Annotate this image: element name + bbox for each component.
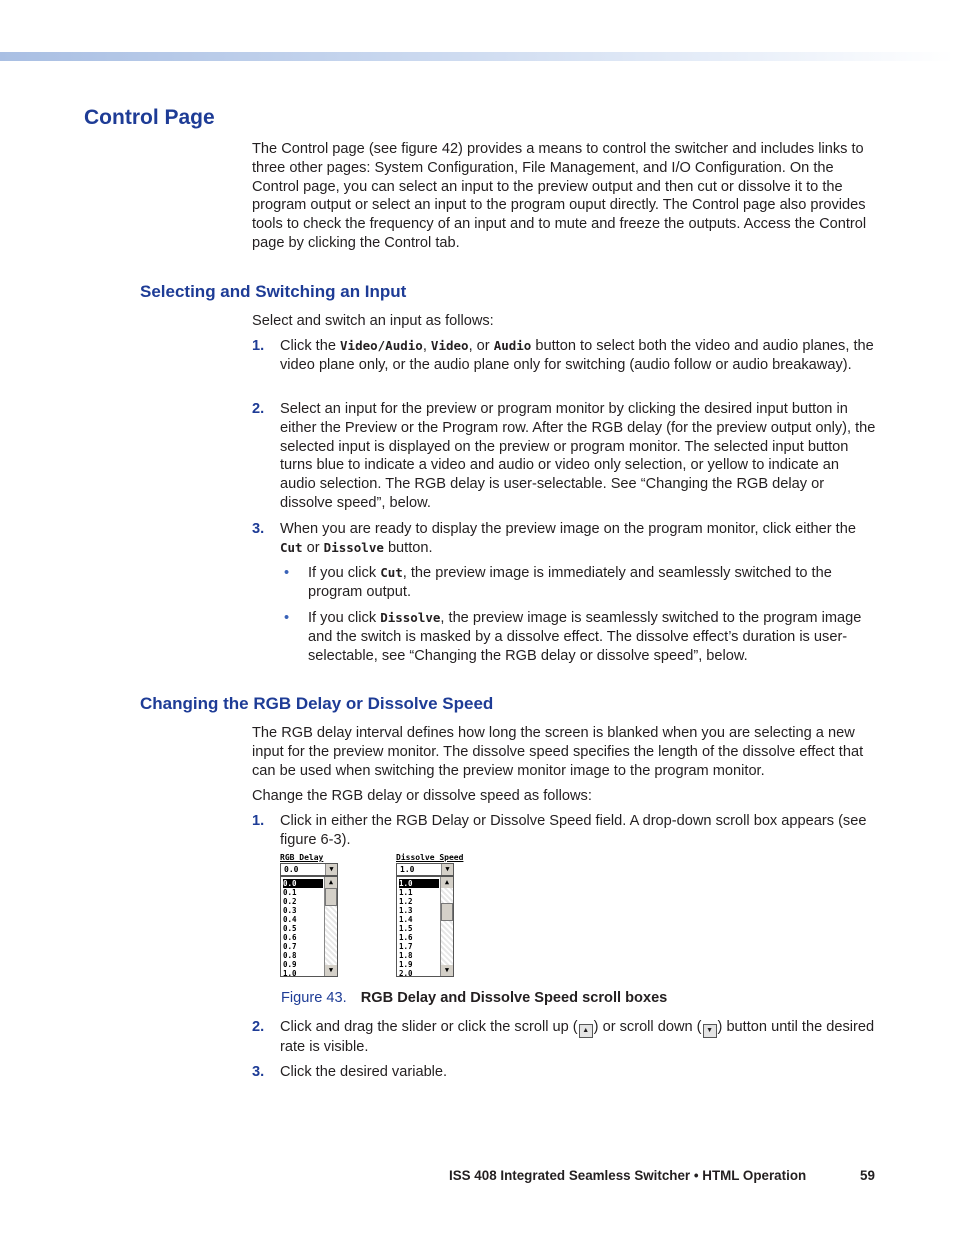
video-audio-code: Video/Audio xyxy=(340,338,423,353)
rgb-delay-field[interactable] xyxy=(280,863,338,876)
footer-title: ISS 408 Integrated Seamless Switcher • HTML Operation xyxy=(449,1168,807,1183)
step-text: Select an input for the preview or program monitor by clicking the desired input button in either the Preview or the Program row. After the RGB delay (for the preview output only), the selected input is displayed on the preview or program monitor. The selected input button turns blue to indicate a video and audio or video only selection, or yellow to indicate an audio selection. The RGB delay is user-selectable. See “Changing the RGB delay or dissolve speed”, below. xyxy=(280,401,876,511)
list-item[interactable]: 2.0 xyxy=(399,969,413,976)
bullet-dissolve xyxy=(280,609,877,665)
page-number: 59 xyxy=(860,1168,875,1183)
scrollbar-track[interactable] xyxy=(440,877,453,976)
list-item[interactable]: 1.7 xyxy=(399,942,413,951)
dissolve-code: Dissolve xyxy=(323,539,384,555)
list-item[interactable]: 1.5 xyxy=(399,924,413,933)
bullet-text: , the preview image is seamlessly switched to the program image and the switch is masked by a dissolve effect. The dissolve effect’s duration is user-selectable, see “Changing the RGB delay or dissolve speed”, below. xyxy=(308,610,862,664)
cut-code: Cut xyxy=(380,565,403,580)
scroll-down-icon[interactable]: ▼ xyxy=(441,965,453,976)
bullet-text: , the preview image is immediately and seamlessly switched to the program output. xyxy=(308,565,832,600)
cut-code: Cut xyxy=(280,539,303,555)
list-item[interactable]: 1.8 xyxy=(399,951,413,960)
scroll-up-icon: ▲ xyxy=(579,1024,593,1038)
section-heading-rgb-delay: Changing the RGB Delay or Dissolve Speed xyxy=(140,694,494,713)
bullet-dot: • xyxy=(284,610,290,626)
list-item[interactable]: 0.1 xyxy=(283,888,297,897)
dissolve-speed-field[interactable] xyxy=(396,863,454,876)
list-item[interactable]: 1.0 xyxy=(283,969,297,976)
rgb-delay-list xyxy=(280,876,338,977)
list-item[interactable]: 0.3 xyxy=(283,906,297,915)
list-item[interactable]: 0.2 xyxy=(283,897,297,906)
bullet-text: If you click xyxy=(308,565,381,581)
step-number: 2. xyxy=(252,1019,265,1035)
dissolve-code: Dissolve xyxy=(380,610,441,625)
list-item[interactable]: 1.9 xyxy=(399,960,413,969)
dropdown-arrow-icon[interactable]: ▼ xyxy=(441,864,453,875)
dissolve-speed-list xyxy=(396,876,454,977)
figure-label: Figure 43. xyxy=(281,990,347,1006)
header-gradient-bar xyxy=(0,52,954,61)
step-text: Click and drag the slider or click the scroll up ( xyxy=(280,1019,578,1035)
list-item[interactable]: 1.1 xyxy=(399,888,413,897)
scroll-down-icon[interactable]: ▼ xyxy=(325,965,337,976)
step-text: , or xyxy=(468,338,494,354)
scroll-up-icon[interactable]: ▲ xyxy=(441,877,453,888)
rgb-step-1 xyxy=(252,812,877,850)
list-item[interactable]: 0.7 xyxy=(283,942,297,951)
list-item[interactable]: 0.6 xyxy=(283,933,297,942)
intro-paragraph: The Control page (see figure 42) provides a means to control the switcher and includes links to three other pages: System Configuration, File Management, and I/O Configuration. On the Control page, you can select an input to the preview output and then cut or dissolve it to the program output or select an input to the program ouput directly. The Control page also provides tools to check the frequency of an input and to mute and freeze the outputs. Access the Control page by clicking the Control tab. xyxy=(252,141,867,251)
step-text: button. xyxy=(383,539,433,556)
list-item[interactable]: 1.2 xyxy=(399,897,413,906)
list-item[interactable]: 1.4 xyxy=(399,915,413,924)
rgb-delay-scrollbox xyxy=(280,853,340,978)
list-item[interactable]: 0.8 xyxy=(283,951,297,960)
step-1 xyxy=(252,337,877,375)
dissolve-speed-value: 1.0 xyxy=(400,865,415,874)
step-text: or xyxy=(302,539,324,556)
step-number: 2. xyxy=(252,401,265,417)
scrollbar-thumb[interactable] xyxy=(441,903,453,921)
scrollbar-thumb[interactable] xyxy=(325,888,337,906)
scrollbar-track[interactable] xyxy=(324,877,337,976)
scroll-up-icon[interactable]: ▲ xyxy=(325,877,337,888)
bullet-dot: • xyxy=(284,565,290,581)
step-text: ) or scroll down ( xyxy=(593,1019,702,1035)
section-heading-selecting: Selecting and Switching an Input xyxy=(140,282,407,301)
step-text: Click the desired variable. xyxy=(280,1064,448,1080)
figure-title: RGB Delay and Dissolve Speed scroll boxes xyxy=(360,990,668,1006)
list-item[interactable]: 0.5 xyxy=(283,924,297,933)
step-text: , xyxy=(422,338,431,354)
rgb-delay-value: 0.0 xyxy=(284,865,299,874)
step-text: Click the xyxy=(280,338,341,354)
list-item[interactable]: 1.0 xyxy=(399,879,439,888)
figure-caption xyxy=(281,990,667,1006)
page-title: Control Page xyxy=(84,106,215,129)
dissolve-speed-title: Dissolve Speed xyxy=(396,853,464,862)
list-item[interactable]: 1.3 xyxy=(399,906,413,915)
bullet-cut xyxy=(280,564,877,602)
audio-code: Audio xyxy=(493,338,532,353)
step-text: Click in either the RGB Delay or Dissolve Speed field. A drop-down scroll box appears (see figure 6-3). xyxy=(280,813,867,848)
rgb-delay-paragraph: The RGB delay interval defines how long the screen is blanked when you are selecting a new input for the preview monitor. The dissolve speed specifies the length of the dissolve effect that can be used when switching the preview monitor image to the program monitor. xyxy=(252,725,864,779)
step-text: ) button until the desired rate is visible. xyxy=(280,1019,875,1055)
section-lead: Select and switch an input as follows: xyxy=(252,313,494,329)
rgb-step-3 xyxy=(252,1063,877,1082)
dissolve-speed-scrollbox xyxy=(396,853,464,978)
step-number: 1. xyxy=(252,813,265,829)
scroll-down-icon: ▼ xyxy=(703,1024,717,1038)
rgb-delay-lead: Change the RGB delay or dissolve speed as follows: xyxy=(252,788,592,804)
list-item[interactable]: 0.9 xyxy=(283,960,297,969)
step-2 xyxy=(252,400,877,513)
step-text: When you are ready to display the preview image on the program monitor, click either the xyxy=(280,521,856,537)
rgb-delay-title: RGB Delay xyxy=(280,853,324,862)
step-number: 3. xyxy=(252,1064,265,1080)
step-3 xyxy=(252,520,877,558)
rgb-step-2 xyxy=(252,1018,877,1057)
dropdown-arrow-icon[interactable]: ▼ xyxy=(325,864,337,875)
bullet-text: If you click xyxy=(308,610,381,626)
step-number: 3. xyxy=(252,521,265,537)
list-item[interactable]: 0.0 xyxy=(283,879,323,888)
step-text: button to select both the video and audio planes, the video plane only, or the audio plane only for switching (audio follow or audio breakaway). xyxy=(280,338,874,373)
video-code: Video xyxy=(430,338,469,353)
list-item[interactable]: 0.4 xyxy=(283,915,297,924)
step-number: 1. xyxy=(252,338,265,354)
list-item[interactable]: 1.6 xyxy=(399,933,413,942)
